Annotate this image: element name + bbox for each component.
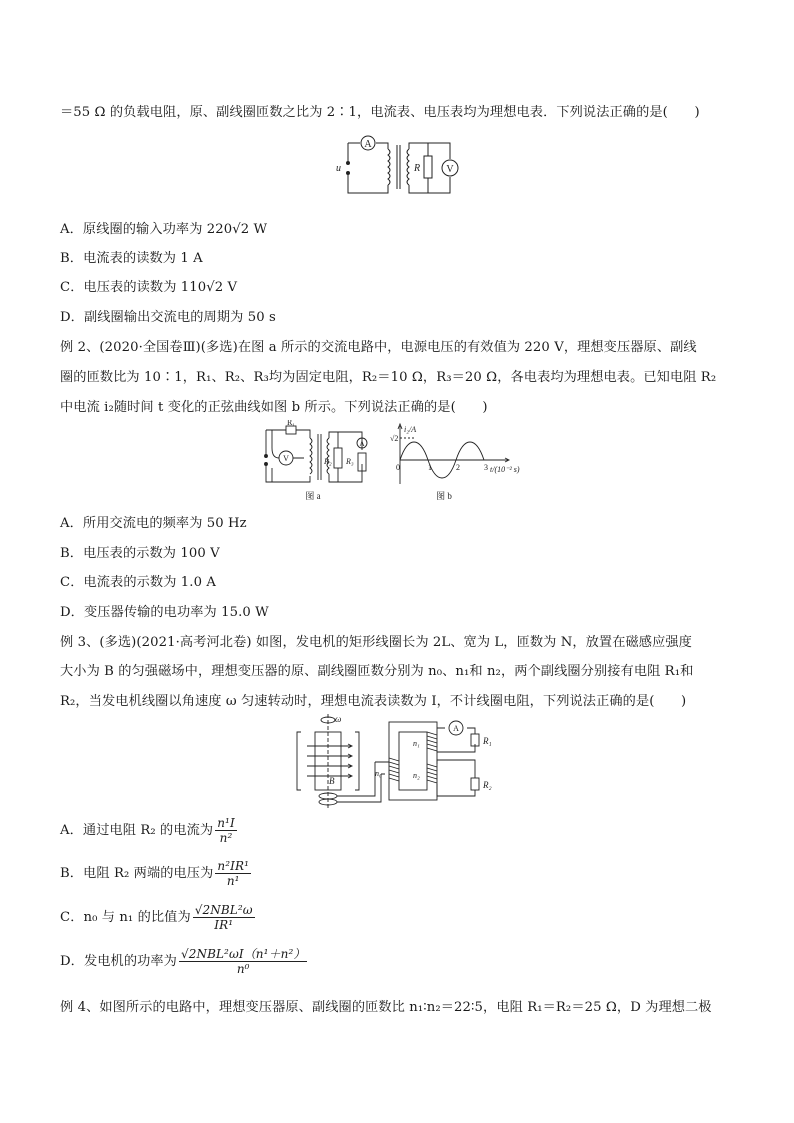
q4-line-1: 例 4、如图所示的电路中，理想变压器原、副线圈的匝数比 n₁∶n₂＝22∶5，电阻 R₁＝R₂＝25 Ω，D 为理想二极 — [60, 1000, 712, 1015]
q2-fig-a-R2: R₂ — [324, 457, 332, 466]
q3-option-b-fraction — [215, 859, 251, 888]
q2-line-1: 例 2、(2020·全国卷Ⅲ)(多选)在图 a 所示的交流电路中，电源电压的有效值为 220 V，理想变压器原、副线 — [60, 340, 697, 355]
q3-option-d — [60, 947, 307, 976]
q2-line-3: 中电流 i₂随时间 t 变化的正弦曲线如图 b 所示。下列说法正确的是( ) — [60, 400, 488, 415]
q2-line-2: 圈的匝数比为 10∶1，R₁、R₂、R₃均为固定电阻，R₂＝10 Ω，R₃＝20 Ω，各电表均为理想电表。已知电阻 R₂ — [60, 370, 717, 385]
q3-option-b — [60, 859, 251, 888]
q3-generator-transformer-figure — [295, 712, 505, 812]
q3-option-c — [60, 903, 255, 932]
q2-fig-a-R3: R₃ — [346, 457, 354, 466]
q2-option-a: A．所用交流电的频率为 50 Hz — [60, 516, 247, 531]
q2-fig-b-x-tick-3: 3 — [484, 463, 488, 472]
q3-option-c-prefix: C．n₀ 与 n₁ 的比值为 — [60, 910, 191, 925]
q2-fig-b-x-tick-0: 0 — [396, 463, 400, 472]
q1-circuit-figure — [330, 131, 464, 201]
q3-n2-label: n₂ — [413, 771, 420, 780]
q3-R1-label: R₁ — [483, 736, 492, 746]
q3-option-b-prefix: B．电阻 R₂ 两端的电压为 — [60, 866, 214, 881]
q3-option-a-fraction — [215, 816, 237, 845]
q2-fig-b-x-tick-2: 2 — [456, 463, 460, 472]
q3-option-a — [60, 816, 237, 845]
q1-intro: ＝55 Ω 的负载电阻，原、副线圈匝数之比为 2∶1，电流表、电压表均为理想电表．下列说法正确的是( ) — [60, 105, 700, 120]
q3-B-label: B — [329, 776, 335, 786]
q2-fig-a-caption: 图 a — [305, 491, 321, 501]
q2-fig-b-x-label: t/(10⁻² s) — [490, 465, 520, 474]
q3-option-b-num: n²IR¹ — [217, 859, 250, 873]
q1-option-a: A．原线圈的输入功率为 220√2 W — [60, 222, 268, 237]
q3-R2-label: R₂ — [483, 780, 492, 790]
q3-option-d-prefix: D．发电机的功率为 — [60, 954, 177, 969]
q2-fig-a-R1: R₁ — [286, 420, 296, 427]
q1-ammeter-label: A — [364, 139, 372, 150]
q3-option-a-num: n¹I — [217, 816, 235, 830]
q3-option-c-num: √2NBL²ω — [194, 903, 253, 917]
q3-omega-label: ω — [335, 714, 342, 724]
q3-option-d-den: n⁰ — [179, 961, 307, 976]
q1-R-label: R — [414, 163, 421, 174]
q1-option-b: B．电流表的读数为 1 A — [60, 251, 203, 266]
q2-option-d: D．变压器传输的电功率为 15.0 W — [60, 605, 269, 620]
q3-line-2: 大小为 B 的匀强磁场中，理想变压器的原、副线圈匝数分别为 n₀、n₁和 n₂，两个副线圈分别接有电阻 R₁和 — [60, 664, 694, 679]
q2-fig-a-V: V — [283, 454, 289, 463]
q2-fig-b-y-label: i₂/A — [404, 425, 417, 434]
q2-option-b: B．电压表的示数为 100 V — [60, 546, 220, 561]
q1-u-label: u — [336, 163, 341, 174]
q3-option-a-prefix: A．通过电阻 R₂ 的电流为 — [60, 823, 214, 838]
q2-option-c: C．电流表的示数为 1.0 A — [60, 575, 216, 590]
q2-figure-a — [258, 420, 370, 502]
q3-line-1: 例 3、(多选)(2021·高考河北卷) 如图，发电机的矩形线圈长为 2L、宽为 L，匝数为 N，放置在磁感应强度 — [60, 635, 692, 650]
q3-n0-label: n₀ — [375, 769, 382, 778]
q3-ammeter-label: A — [453, 724, 459, 733]
q2-figure-b — [384, 420, 534, 502]
q3-line-3: R₂，当发电机线圈以角速度 ω 匀速转动时，理想电流表读数为 I，不计线圈电阻，下列说法正确的是( ) — [60, 694, 687, 709]
q2-fig-b-caption: 图 b — [436, 491, 452, 501]
q3-option-c-den: IR¹ — [193, 917, 255, 932]
q3-option-c-fraction — [193, 903, 255, 932]
q3-n1-label: n₁ — [413, 739, 420, 748]
q1-option-d: D．副线圈输出交流电的周期为 50 s — [60, 310, 276, 325]
q3-option-d-fraction — [179, 947, 307, 976]
q2-fig-a-A: A — [359, 440, 365, 448]
q3-option-d-num: √2NBL²ωI（n¹＋n²） — [180, 947, 306, 961]
q3-option-a-den: n² — [215, 830, 237, 845]
q2-fig-b-x-tick-1: 1 — [428, 463, 432, 472]
q3-option-b-den: n¹ — [215, 873, 251, 888]
q2-fig-b-y-tick: √2 — [390, 434, 399, 443]
q1-voltmeter-label: V — [446, 164, 454, 175]
q1-option-c: C．电压表的读数为 110√2 V — [60, 280, 238, 295]
